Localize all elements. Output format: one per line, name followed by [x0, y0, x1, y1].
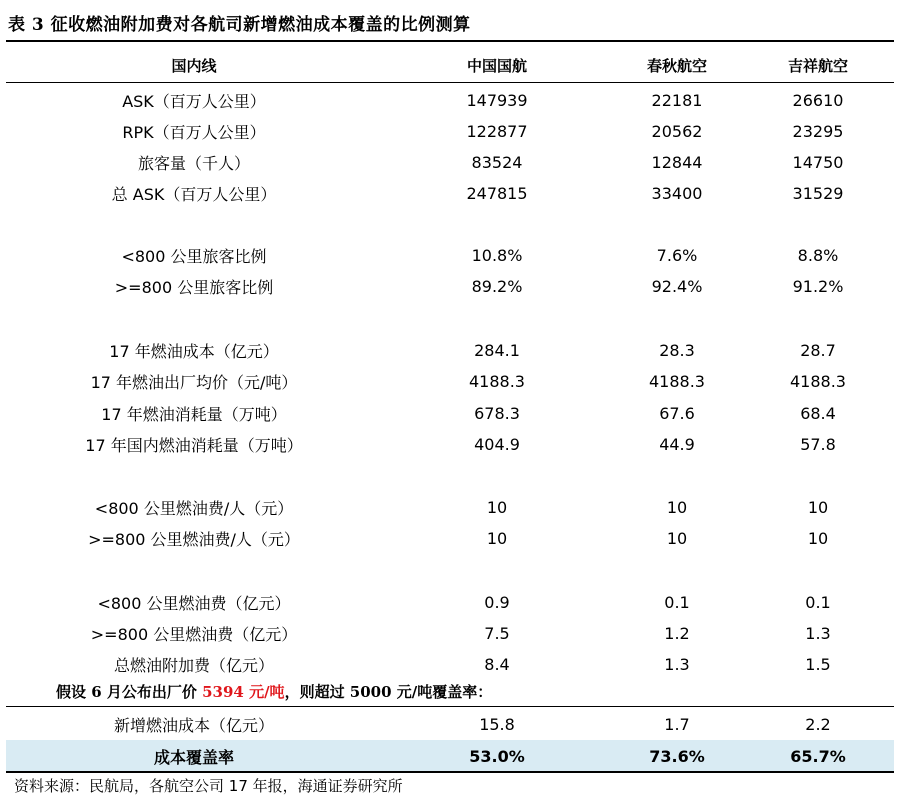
table-row [6, 588, 894, 616]
value-cell: 247815 [466, 183, 528, 203]
row-label: 17 年国内燃油消耗量（万吨） [85, 435, 303, 455]
table-row [6, 493, 894, 521]
value-cell: 91.2% [792, 276, 844, 296]
value-cell: 15.8 [479, 714, 515, 734]
value-cell: 1.3 [664, 654, 690, 674]
assumption-suffix: ，则超过 5000 元/吨覆盖率： [284, 683, 493, 701]
header-cell: 中国国航 [466, 56, 527, 75]
value-cell: 1.7 [664, 714, 690, 734]
mid-rule [6, 706, 894, 707]
value-cell: 7.6% [656, 245, 698, 265]
row-label: 17 年燃油成本（亿元） [109, 341, 279, 361]
value-cell: 1.5 [805, 654, 831, 674]
value-cell: 68.4 [800, 403, 836, 423]
value-cell: 92.4% [651, 276, 703, 296]
value-cell: 0.1 [805, 592, 831, 612]
table-row [6, 117, 894, 145]
value-cell: 12844 [651, 152, 703, 172]
table-row [6, 272, 894, 300]
value-cell: 14750 [792, 152, 844, 172]
value-cell: 10 [807, 528, 829, 548]
value-cell: 2.2 [805, 714, 831, 734]
value-cell: 8.4 [484, 654, 510, 674]
header-rule [6, 82, 894, 83]
value-cell: 57.8 [800, 434, 836, 454]
value-cell: 0.1 [664, 592, 690, 612]
table-row [6, 86, 894, 114]
row-label: <800 公里燃油费（亿元） [97, 593, 291, 613]
table-row [6, 367, 894, 395]
header-cell: 国内线 [171, 56, 217, 75]
row-label: >=800 公里燃油费（亿元） [90, 624, 298, 644]
value-cell: 10 [807, 497, 829, 517]
value-cell: 4188.3 [649, 371, 705, 391]
assumption-price: 5394 元/吨 [202, 683, 285, 701]
value-cell: 7.5 [484, 623, 510, 643]
value-cell: 10 [486, 528, 508, 548]
value-cell: 73.6% [649, 746, 705, 766]
value-cell: 1.3 [805, 623, 831, 643]
new-cost-row [6, 710, 894, 738]
value-cell: 4188.3 [469, 371, 525, 391]
table-header-row [6, 51, 894, 79]
assumption-note [56, 681, 492, 702]
table-row [6, 241, 894, 269]
table-row [6, 619, 894, 647]
total-row [6, 742, 894, 770]
row-label: ASK（百万人公里） [122, 91, 266, 111]
value-cell: 147939 [466, 90, 528, 110]
value-cell: 53.0% [469, 746, 525, 766]
value-cell: 10 [666, 528, 688, 548]
value-cell: 0.9 [484, 592, 510, 612]
source-note: 资料来源：民航局，各航空公司 17 年报，海通证券研究所 [14, 777, 403, 795]
top-rule [6, 40, 894, 42]
value-cell: 44.9 [659, 434, 695, 454]
row-label: RPK（百万人公里） [122, 122, 266, 142]
header-cell: 吉祥航空 [787, 56, 848, 75]
value-cell: 89.2% [471, 276, 523, 296]
value-cell: 28.3 [659, 340, 695, 360]
table-row [6, 430, 894, 458]
value-cell: 1.2 [664, 623, 690, 643]
row-label: 成本覆盖率 [153, 747, 234, 767]
value-cell: 4188.3 [790, 371, 846, 391]
value-cell: 404.9 [474, 434, 520, 454]
row-label: >=800 公里燃油费/人（元） [88, 529, 300, 549]
value-cell: 284.1 [474, 340, 520, 360]
value-cell: 26610 [792, 90, 844, 110]
table-row [6, 179, 894, 207]
value-cell: 31529 [792, 183, 844, 203]
value-cell: 10.8% [471, 245, 523, 265]
value-cell: 10 [486, 497, 508, 517]
row-label: 新增燃油成本（亿元） [113, 715, 274, 735]
row-label: 17 年燃油出厂均价（元/吨） [90, 372, 298, 392]
value-cell: 22181 [651, 90, 703, 110]
table-row [6, 524, 894, 552]
row-label: <800 公里燃油费/人（元） [94, 498, 294, 518]
bottom-rule [6, 771, 894, 773]
value-cell: 67.6 [659, 403, 695, 423]
row-label: 总 ASK（百万人公里） [111, 184, 277, 204]
row-label: 旅客量（千人） [137, 153, 250, 173]
value-cell: 10 [666, 497, 688, 517]
table-row [6, 336, 894, 364]
table-row [6, 399, 894, 427]
value-cell: 20562 [651, 121, 703, 141]
value-cell: 28.7 [800, 340, 836, 360]
row-label: 总燃油附加费（亿元） [113, 655, 274, 675]
value-cell: 83524 [471, 152, 523, 172]
header-cell: 春秋航空 [646, 56, 707, 75]
value-cell: 65.7% [790, 746, 846, 766]
row-label: >=800 公里旅客比例 [114, 277, 274, 297]
table-row [6, 148, 894, 176]
value-cell: 122877 [466, 121, 528, 141]
table-row [6, 650, 894, 678]
row-label: 17 年燃油消耗量（万吨） [101, 404, 287, 424]
row-label: <800 公里旅客比例 [121, 246, 267, 266]
assumption-prefix: 假设 6 月公布出厂价 [56, 683, 203, 701]
value-cell: 678.3 [474, 403, 520, 423]
table-title: 表 3 征收燃油附加费对各航司新增燃油成本覆盖的比例测算 [8, 15, 471, 35]
value-cell: 23295 [792, 121, 844, 141]
value-cell: 8.8% [797, 245, 839, 265]
value-cell: 33400 [651, 183, 703, 203]
